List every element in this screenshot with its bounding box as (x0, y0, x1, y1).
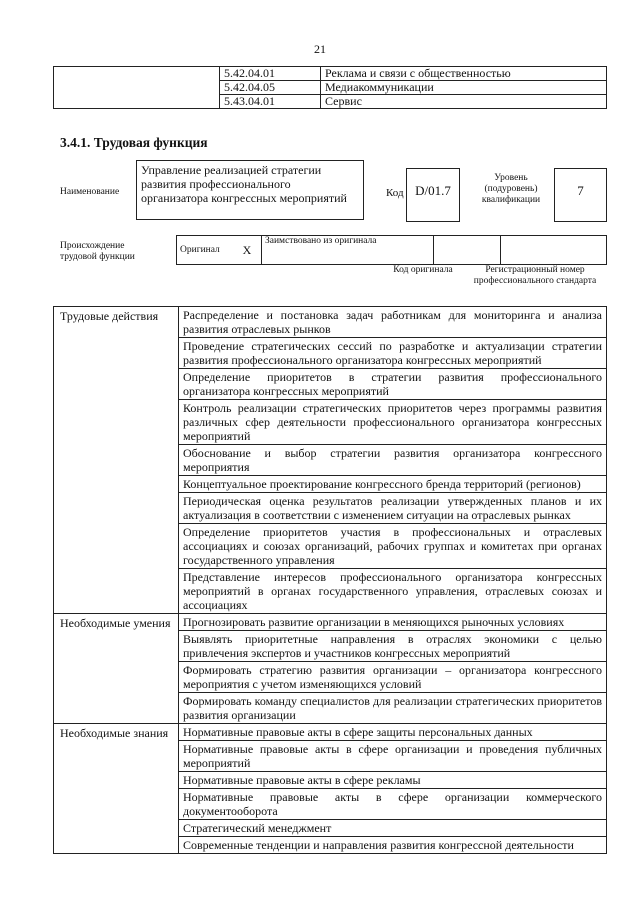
labor-actions-item: Периодическая оценка результатов реализации утвержденных планов и их актуализация в соответствии с изменением ситуации на отраслевых рынках (179, 493, 607, 524)
skills-item: Формировать команду специалистов для реализации стратегических приоритетов развития организации (179, 693, 607, 724)
section-heading: 3.4.1. Трудовая функция (60, 135, 208, 150)
registration-number-cell (501, 236, 607, 265)
education-codes-table (53, 66, 607, 109)
knowledge-item: Нормативные правовые акты в сфере организации и проведения публичных мероприятий (179, 741, 607, 772)
table-row (54, 724, 607, 741)
knowledge-item: Стратегический менеджмент (179, 820, 607, 837)
origin-table (176, 235, 607, 265)
table-row (177, 236, 607, 265)
labor-actions-item: Распределение и постановка задач работникам для мониторинга и анализа развития отраслевых рынков (179, 307, 607, 338)
labor-actions-item: Определение приоритетов в стратегии развития профессионального организатора конгрессных мероприятий (179, 369, 607, 400)
specialty-cell: Медиакоммуникации (321, 81, 607, 95)
table-row (54, 67, 607, 81)
original-cell: Оригинал (177, 236, 234, 265)
knowledge-item: Нормативные правовые акты в сфере защиты персональных данных (179, 724, 607, 741)
labor-actions-item: Проведение стратегических сессий по разработке и актуализации стратегии развития профессионального организатора конгрессных мероприятий (179, 338, 607, 369)
original-mark: X (233, 236, 262, 265)
code-original-caption: Код оригинала (393, 265, 453, 275)
labor-actions-item: Обоснование и выбор стратегии развития организатора конгрессного мероприятия (179, 445, 607, 476)
registration-number-caption: Регистрационный номер профессионального стандарта (473, 265, 597, 286)
labor-actions-item: Определение приоритетов участия в профессиональных и отраслевых ассоциациях и союзах организаций, рабочих группах и комитетах при органах государственного управления (179, 524, 607, 569)
specialty-cell: Сервис (321, 95, 607, 109)
blank-cell (54, 67, 220, 109)
knowledge-item: Современные тенденции и направления развития конгрессной деятельности (179, 837, 607, 854)
code-cell: 5.42.04.05 (220, 81, 321, 95)
code-cell: 5.42.04.01 (220, 67, 321, 81)
qualification-level-label: Уровень (подуровень) квалификации (481, 173, 541, 205)
skills-category: Необходимые умения (54, 614, 179, 724)
table-row (54, 307, 607, 338)
origin-label: Происхождение трудовой функции (60, 241, 135, 262)
function-code-box: D/01.7 (406, 168, 460, 222)
specialty-cell: Реклама и связи с общественностью (321, 67, 607, 81)
knowledge-item: Нормативные правовые акты в сфере рекламы (179, 772, 607, 789)
code-label: Код (386, 187, 404, 199)
skills-item: Выявлять приоритетные направления в отраслях экономики с целью привлечения экспертов и участников конгрессных мероприятий (179, 631, 607, 662)
labor-function-table (53, 306, 607, 854)
labor-actions-item: Представление интересов профессионального организатора конгрессных мероприятий в органах государственного управления, отраслевых союзах и ассоциациях (179, 569, 607, 614)
function-name-box: Управление реализацией стратегии развития профессионального организатора конгрессных мероприятий (136, 160, 364, 220)
skills-item: Формировать стратегию развития организации – организатора конгрессного мероприятия с учетом изменяющихся условий (179, 662, 607, 693)
knowledge-category: Необходимые знания (54, 724, 179, 854)
original-code-cell (434, 236, 501, 265)
borrowed-cell: Заимствовано из оригинала (262, 236, 434, 265)
qualification-level-box: 7 (554, 168, 607, 222)
labor-actions-category: Трудовые действия (54, 307, 179, 614)
knowledge-item: Нормативные правовые акты в сфере организации коммерческого документооборота (179, 789, 607, 820)
table-row (54, 614, 607, 631)
code-cell: 5.43.04.01 (220, 95, 321, 109)
labor-actions-item: Контроль реализации стратегических приоритетов через программы развития различных сфер деятельности профессионального организатора конгрессных мероприятий (179, 400, 607, 445)
page-number: 21 (314, 42, 326, 56)
labor-actions-item: Концептуальное проектирование конгрессного бренда территорий (регионов) (179, 476, 607, 493)
name-label: Наименование (60, 187, 120, 197)
skills-item: Прогнозировать развитие организации в меняющихся рыночных условиях (179, 614, 607, 631)
